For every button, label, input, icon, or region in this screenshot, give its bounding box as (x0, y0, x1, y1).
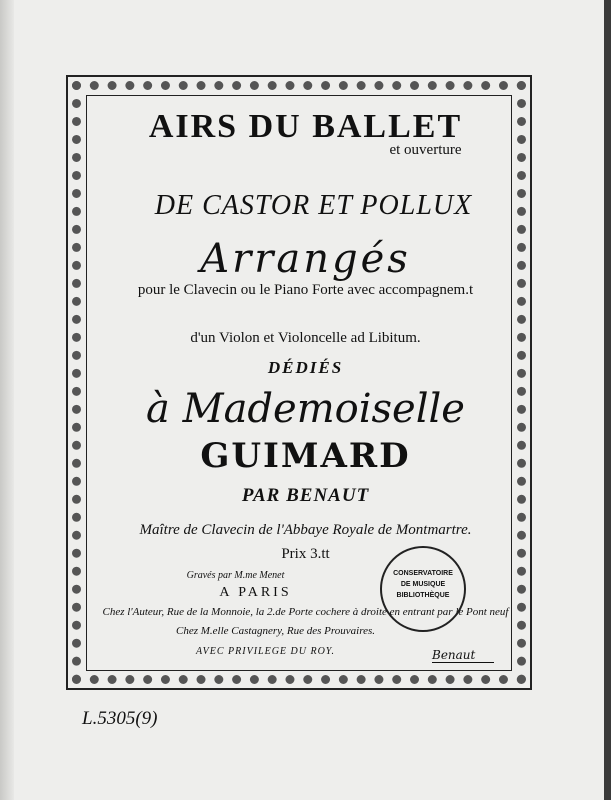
dedicatee-name: GUIMARD (200, 436, 411, 476)
stamp-line-1: CONSERVATOIRE (393, 570, 453, 577)
instrumentation-line: pour le Clavecin ou le Piano Forte avec accompagnem.t (137, 282, 474, 298)
signature-underline (432, 662, 494, 663)
imprint-city: A PARIS (219, 585, 292, 600)
title-airs-du-ballet: AIRS DU BALLET (148, 108, 463, 145)
dedies-heading: DÉDIÉS (267, 358, 344, 377)
price: Prix 3.tt (281, 546, 330, 562)
dedication-mademoiselle: à Mademoiselle (146, 386, 465, 432)
imprint-address-1: Chez l'Auteur, Rue de la Monnoie, la 2.de Porte cochere à droite en entrant par le Pont neuf (102, 606, 509, 618)
royal-privilege: AVEC PRIVILEGE DU ROY. (196, 646, 335, 657)
title-castor-et-pollux: DE CASTOR ET POLLUX (154, 190, 473, 221)
title-et-ouverture: et ouverture (389, 142, 462, 158)
library-stamp (380, 546, 466, 632)
composer-title: Maître de Clavecin de l'Abbaye Royale de Montmartre. (139, 522, 472, 538)
title-arranges: Arrangés (200, 236, 411, 282)
accompaniment-line: d'un Violon et Violoncelle ad Libitum. (190, 330, 421, 346)
composer-signature: Benaut (432, 648, 476, 662)
imprint-address-2: Chez M.elle Castagnery, Rue des Prouvaires. (176, 625, 375, 637)
shelfmark: L.5305(9) (82, 708, 158, 729)
stamp-line-2: DE MUSIQUE (400, 581, 446, 588)
engraver-credit: Gravés par M.me Menet (186, 570, 285, 581)
stamp-line-3: BIBLIOTHÈQUE (396, 592, 450, 599)
composer-line: PAR BENAUT (241, 485, 370, 506)
